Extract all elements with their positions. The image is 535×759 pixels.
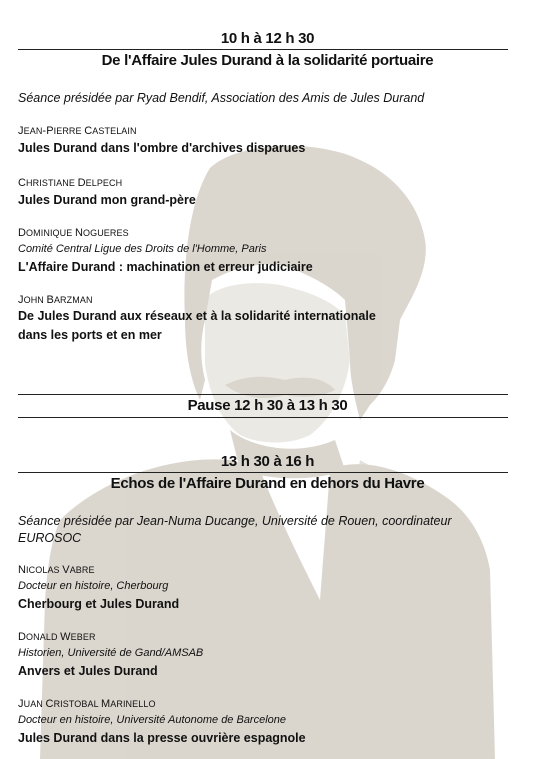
speaker-name: NICOLAS VABRE <box>18 564 95 576</box>
session2-title: Echos de l'Affaire Durand en dehors du Havre <box>110 475 425 492</box>
speaker-affiliation: Comité Central Ligue des Droits de l'Homme, Paris <box>18 243 267 255</box>
talk-title: De Jules Durand aux réseaux et à la solidarité internationale dans les ports et en mer <box>18 309 376 342</box>
speaker-name: JUAN CRISTOBAL MARINELLO <box>18 698 156 710</box>
divider <box>18 49 508 50</box>
divider <box>18 417 508 418</box>
speaker-name: DOMINIQUE NOGUERES <box>18 227 129 239</box>
session2-chair: Séance présidée par Jean-Numa Ducange, Université de Rouen, coordinateur EUROSOC <box>18 514 452 545</box>
speaker-name: DONALD WEBER <box>18 631 96 643</box>
session1-chair: Séance présidée par Ryad Bendif, Association des Amis de Jules Durand <box>18 91 425 105</box>
speaker-affiliation: Docteur en histoire, Université Autonome de Barcelone <box>18 714 287 726</box>
pause-title: Pause 12 h 30 à 13 h 30 <box>187 397 348 414</box>
speaker-affiliation: Historien, Université de Gand/AMSAB <box>18 647 204 659</box>
session1-title: De l'Affaire Jules Durand à la solidarité portuaire <box>101 52 434 69</box>
talk-title: L'Affaire Durand : machination et erreur judiciaire <box>18 260 313 274</box>
talk-title: Jules Durand dans l'ombre d'archives disparues <box>18 141 306 155</box>
speaker-name: JOHN BARZMAN <box>18 294 93 306</box>
talk-title: Anvers et Jules Durand <box>18 664 158 678</box>
speaker-affiliation: Docteur en histoire, Cherbourg <box>18 580 169 592</box>
talk-title: Cherbourg et Jules Durand <box>18 597 180 611</box>
speaker-name: CHRISTIANE DELPECH <box>18 177 123 189</box>
divider <box>18 472 508 473</box>
talk-title: Jules Durand mon grand-père <box>18 193 196 207</box>
session2-time: 13 h 30 à 16 h <box>220 453 315 470</box>
speaker-name: JEAN-PIERRE CASTELAIN <box>18 125 137 137</box>
divider <box>18 394 508 395</box>
talk-title: Jules Durand dans la presse ouvrière espagnole <box>18 731 306 745</box>
session1-time: 10 h à 12 h 30 <box>220 30 315 47</box>
